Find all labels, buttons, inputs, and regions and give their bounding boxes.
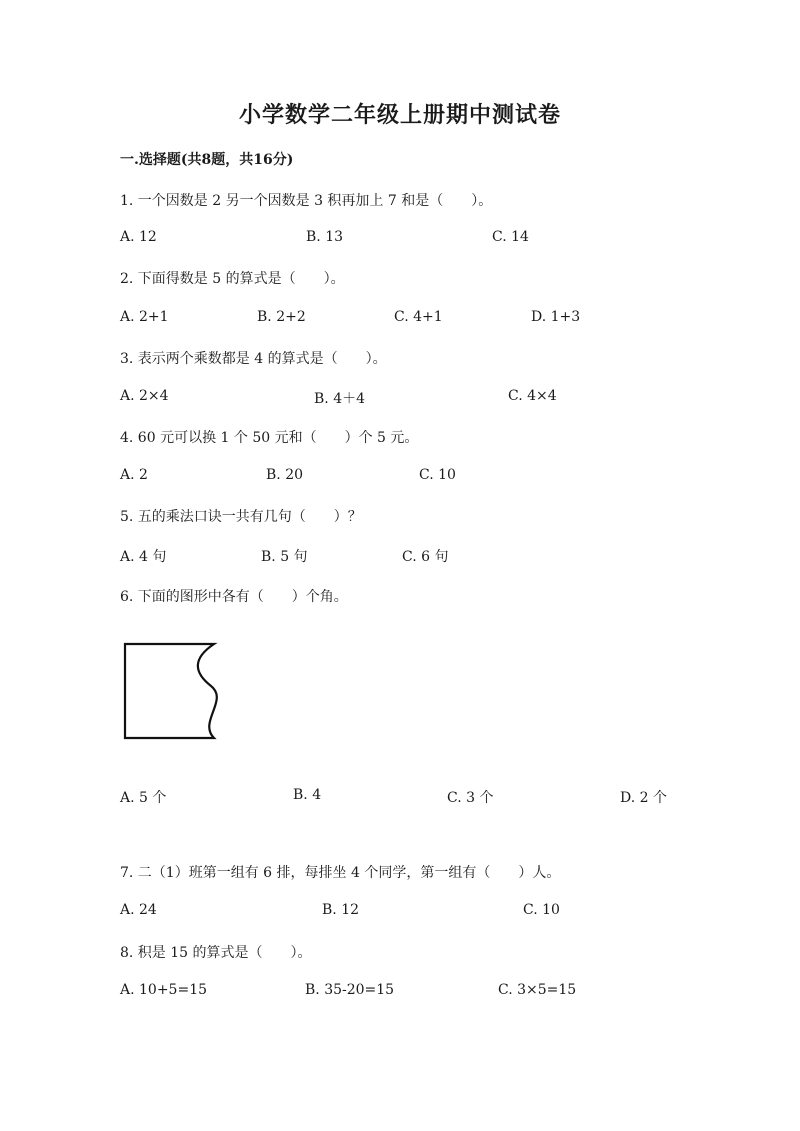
question-5-text: 5. 五的乘法口诀一共有几句（ ）？ xyxy=(120,509,362,525)
question-7-text: 7. 二（1）班第一组有 6 排，每排坐 4 个同学，第一组有（ ）人。 xyxy=(120,865,561,881)
section-heading: 一.选择题(共8题，共16分) xyxy=(120,152,294,168)
wavy-edge-square-shape xyxy=(118,636,228,746)
question-7-option-b[interactable]: B. 12 xyxy=(322,902,360,918)
question-4-option-a[interactable]: A. 2 xyxy=(120,467,148,483)
question-6-text: 6. 下面的图形中各有（ ）个角。 xyxy=(120,589,348,605)
question-3-option-b[interactable]: B. 4＋4 xyxy=(314,391,366,407)
question-5-option-b[interactable]: B. 5 句 xyxy=(261,549,308,565)
question-4-option-b[interactable]: B. 20 xyxy=(266,467,304,483)
question-7-option-c[interactable]: C. 10 xyxy=(523,902,560,918)
question-2-option-d[interactable]: D. 1+3 xyxy=(531,309,581,325)
question-1-option-a[interactable]: A. 12 xyxy=(120,229,157,245)
question-3-text: 3. 表示两个乘数都是 4 的算式是（ ）。 xyxy=(120,351,387,367)
question-6-option-d[interactable]: D. 2 个 xyxy=(620,790,667,806)
question-3-option-c[interactable]: C. 4×4 xyxy=(508,388,557,404)
question-8-option-c[interactable]: C. 3×5=15 xyxy=(498,982,577,998)
exam-title: 小学数学二年级上册期中测试卷 xyxy=(238,102,561,128)
question-6-option-b[interactable]: B. 4 xyxy=(293,787,322,803)
question-4-text: 4. 60 元可以换 1 个 50 元和（ ）个 5 元。 xyxy=(120,430,419,446)
question-8-option-b[interactable]: B. 35-20=15 xyxy=(305,982,395,998)
question-5-option-c[interactable]: C. 6 句 xyxy=(402,549,449,565)
question-8-option-a[interactable]: A. 10+5=15 xyxy=(120,982,208,998)
question-7-option-a[interactable]: A. 24 xyxy=(120,902,157,918)
question-2-text: 2. 下面得数是 5 的算式是（ ）。 xyxy=(120,271,345,287)
question-1-text: 1. 一个因数是 2 另一个因数是 3 积再加上 7 和是（ ）。 xyxy=(120,193,493,209)
question-2-option-b[interactable]: B. 2+2 xyxy=(257,309,306,325)
question-1-option-b[interactable]: B. 13 xyxy=(306,229,344,245)
question-6-option-c[interactable]: C. 3 个 xyxy=(447,790,494,806)
question-8-text: 8. 积是 15 的算式是（ ）。 xyxy=(120,945,312,961)
question-2-option-a[interactable]: A. 2+1 xyxy=(120,309,169,325)
question-6-figure xyxy=(118,636,228,750)
question-5-option-a[interactable]: A. 4 句 xyxy=(120,549,167,565)
question-6-option-a[interactable]: A. 5 个 xyxy=(120,790,167,806)
question-4-option-c[interactable]: C. 10 xyxy=(419,467,456,483)
question-2-option-c[interactable]: C. 4+1 xyxy=(394,309,443,325)
question-3-option-a[interactable]: A. 2×4 xyxy=(120,388,169,404)
question-1-option-c[interactable]: C. 14 xyxy=(492,229,529,245)
